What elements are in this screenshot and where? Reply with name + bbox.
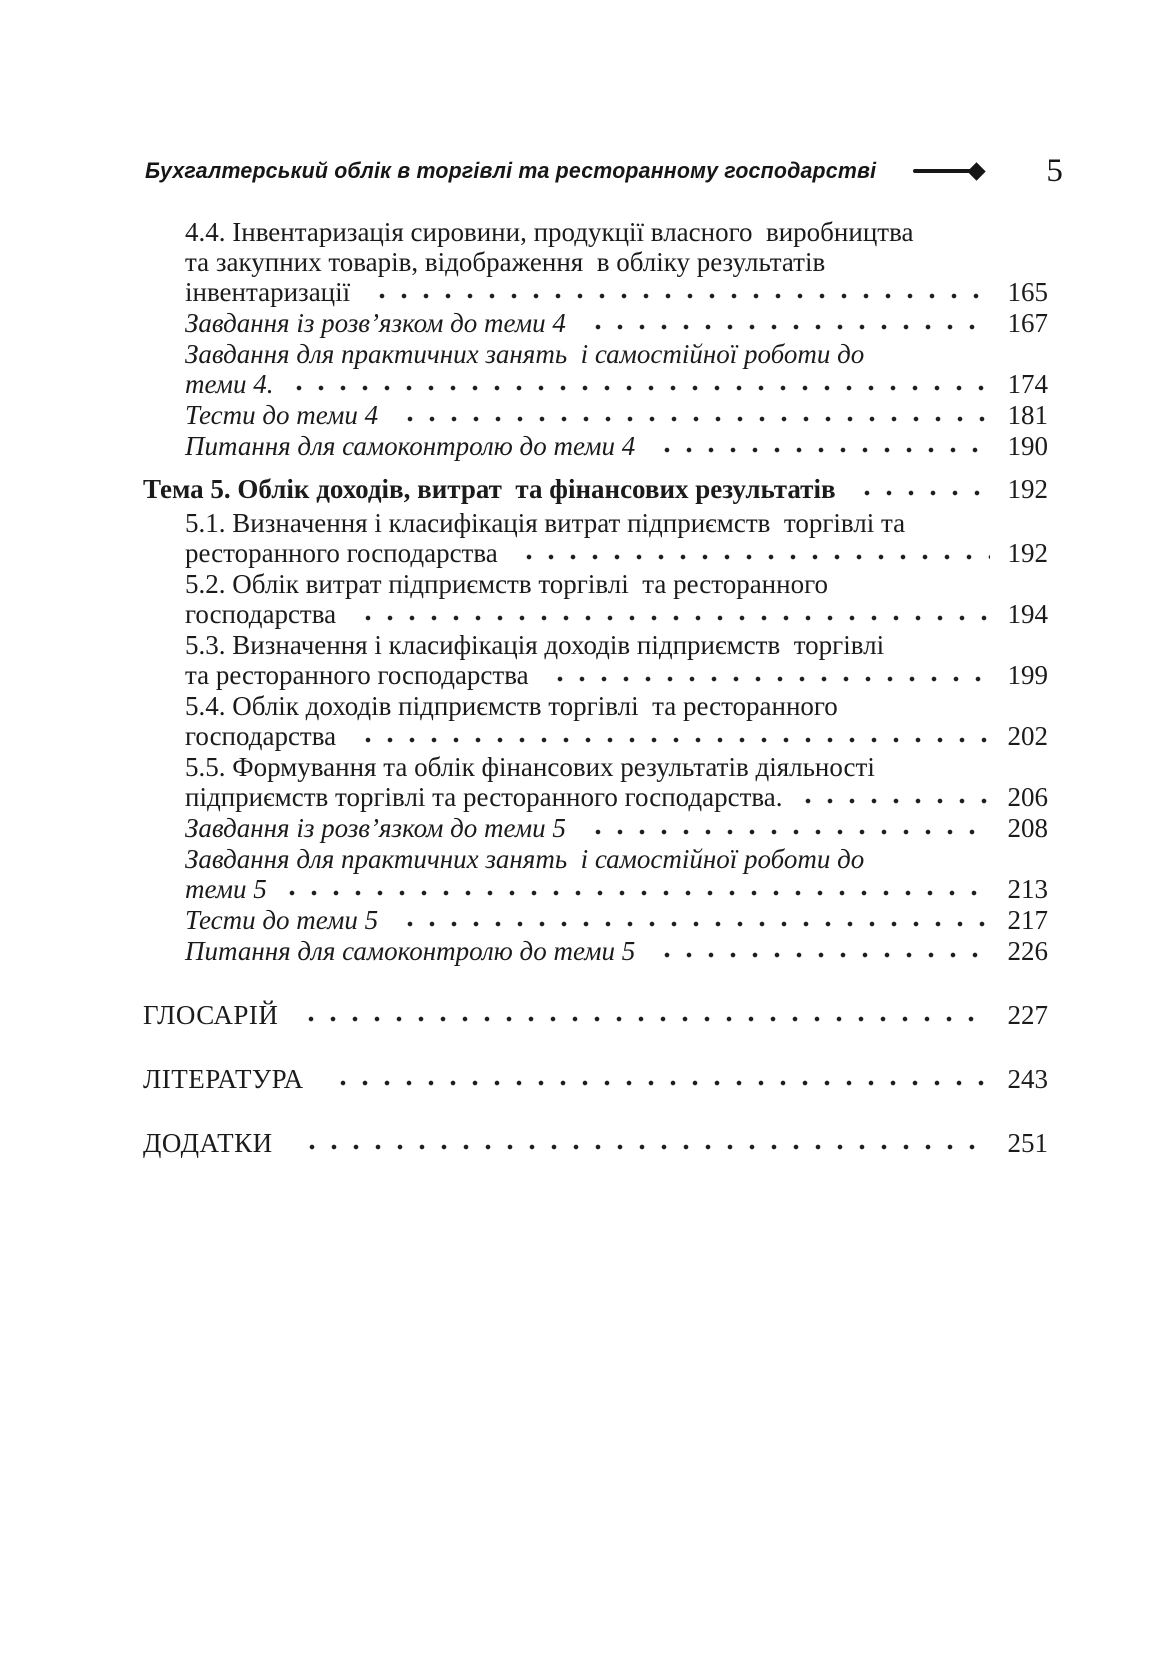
toc-entry-text: теми 4. [185, 369, 274, 399]
toc-entry-text: інвентаризації [185, 277, 357, 307]
toc-line [185, 599, 1048, 629]
toc-entry [143, 569, 1048, 629]
toc-line [185, 508, 1048, 538]
toc-entry-text: господарства [185, 721, 343, 751]
toc-page-number: 213 [1007, 874, 1048, 904]
toc-line [185, 721, 1048, 751]
toc-entry-text: 5.4. Облік доходів підприємств торгівлі та ресторанного [185, 691, 838, 721]
dot-leader [395, 905, 990, 935]
toc-entry-text: 5.1. Визначення і класифікація витрат підприємств торгівлі та [185, 508, 906, 538]
toc-line [143, 474, 1048, 504]
diamond-icon [967, 162, 985, 180]
toc-entry [143, 400, 1048, 430]
toc-entry [143, 508, 1048, 568]
dot-leader [652, 431, 990, 461]
running-title: Бухгалтерський облік в торгівлі та ресторанному господарстві [145, 158, 877, 183]
toc-entry [143, 1128, 1048, 1158]
toc-page-number: 217 [1007, 905, 1048, 935]
dot-leader [652, 936, 990, 966]
toc-entry-text: 4.4. Інвентаризація сировини, продукції власного виробництва [185, 217, 914, 247]
toc-entry [143, 630, 1048, 690]
toc-line [185, 874, 1048, 904]
toc-line [185, 369, 1048, 399]
toc-page-number: 251 [1007, 1128, 1048, 1158]
toc-entry-text: та закупних товарів, відображення в обліку результатів [185, 247, 826, 277]
toc-entry [143, 474, 1048, 504]
toc-entry [143, 431, 1048, 461]
toc-page-number: 202 [1007, 721, 1048, 751]
dot-leader [514, 538, 990, 568]
dot-leader [284, 369, 990, 399]
toc-entry-text: теми 5 [185, 874, 267, 904]
header-page-number: 5 [1046, 152, 1063, 189]
dot-leader [296, 1000, 990, 1030]
toc-entry [143, 844, 1048, 904]
toc-line [185, 660, 1048, 690]
dot-leader [328, 1064, 990, 1094]
toc-entry-text: Тести до теми 4 [185, 400, 385, 430]
toc-line [185, 905, 1048, 935]
dot-leader [545, 660, 990, 690]
dot-leader [793, 782, 990, 812]
toc-page-number: 165 [1007, 277, 1048, 307]
toc-entry [143, 1064, 1048, 1094]
toc-page-number: 199 [1007, 660, 1048, 690]
toc-page-number: 190 [1007, 431, 1048, 461]
toc-line [185, 691, 1048, 721]
toc-entry-text: ЛІТЕРАТУРА [143, 1064, 319, 1094]
table-of-contents [143, 216, 1048, 1159]
toc-entry [143, 752, 1048, 812]
toc-line [185, 339, 1048, 369]
toc-line [185, 569, 1048, 599]
toc-line [185, 936, 1048, 966]
dot-leader [583, 813, 990, 843]
toc-page-number: 192 [1007, 474, 1048, 504]
toc-line [185, 630, 1048, 660]
toc-entry-text: та ресторанного господарства [185, 660, 536, 690]
toc-page-number: 174 [1007, 369, 1048, 399]
dot-leader [395, 400, 990, 430]
toc-line [185, 538, 1048, 568]
toc-line [185, 813, 1048, 843]
toc-entry [143, 813, 1048, 843]
toc-entry-text: Завдання для практичних занять і самостійної роботи до [185, 844, 865, 874]
toc-entry [143, 339, 1048, 399]
dot-leader [353, 721, 990, 751]
dot-leader [277, 874, 990, 904]
toc-entry-text: Тести до теми 5 [185, 905, 385, 935]
toc-page-number: 181 [1007, 400, 1048, 430]
toc-entry-text: ресторанного господарства [185, 538, 505, 568]
toc-page-number: 243 [1007, 1064, 1048, 1094]
header-rule [913, 169, 973, 173]
dot-leader [353, 599, 990, 629]
toc-entry [143, 1000, 1048, 1030]
toc-entry [143, 217, 1048, 307]
toc-page-number: 227 [1007, 1000, 1048, 1030]
toc-line [143, 1128, 1048, 1158]
toc-entry-text: підприємств торгівлі та ресторанного господарства. [185, 782, 783, 812]
toc-entry-text: Завдання із розв’язком до теми 4 [185, 308, 573, 338]
toc-line [185, 782, 1048, 812]
toc-page-number: 226 [1007, 936, 1048, 966]
dot-leader [297, 1128, 990, 1158]
toc-page-number: 194 [1007, 599, 1048, 629]
toc-line [185, 752, 1048, 782]
dot-leader [583, 308, 990, 338]
dot-leader [852, 474, 990, 504]
dot-leader [367, 277, 990, 307]
toc-entry-text: 5.5. Формування та облік фінансових результатів діяльності [185, 752, 875, 782]
toc-page-number: 206 [1007, 782, 1048, 812]
toc-page-number: 167 [1007, 308, 1048, 338]
toc-entry-text: Завдання із розв’язком до теми 5 [185, 813, 573, 843]
toc-entry-text: Тема 5. Облік доходів, витрат та фінансових результатів [143, 474, 843, 504]
toc-line [185, 308, 1048, 338]
toc-line [185, 400, 1048, 430]
toc-line [185, 217, 1048, 247]
toc-entry-text: господарства [185, 599, 343, 629]
toc-entry-text: Завдання для практичних занять і самостійної роботи до [185, 339, 865, 369]
toc-page-number: 208 [1007, 813, 1048, 843]
toc-entry-text: Питання для самоконтролю до теми 4 [185, 431, 642, 461]
toc-entry-text: 5.2. Облік витрат підприємств торгівлі та ресторанного [185, 569, 828, 599]
toc-entry-text: ДОДАТКИ [143, 1128, 288, 1158]
toc-line [185, 247, 1048, 277]
toc-line [143, 1064, 1048, 1094]
running-header [145, 150, 1063, 192]
toc-line [185, 431, 1048, 461]
toc-entry-text: 5.3. Визначення і класифікація доходів підприємств торгівлі [185, 630, 885, 660]
toc-entry-text: ГЛОСАРІЙ [143, 1000, 286, 1030]
toc-entry [143, 691, 1048, 751]
toc-entry [143, 905, 1048, 935]
toc-entry [143, 936, 1048, 966]
toc-page-number: 192 [1007, 538, 1048, 568]
toc-entry [143, 308, 1048, 338]
toc-line [143, 1000, 1048, 1030]
toc-line [185, 844, 1048, 874]
toc-entry-text: Питання для самоконтролю до теми 5 [185, 936, 642, 966]
toc-line [185, 277, 1048, 307]
